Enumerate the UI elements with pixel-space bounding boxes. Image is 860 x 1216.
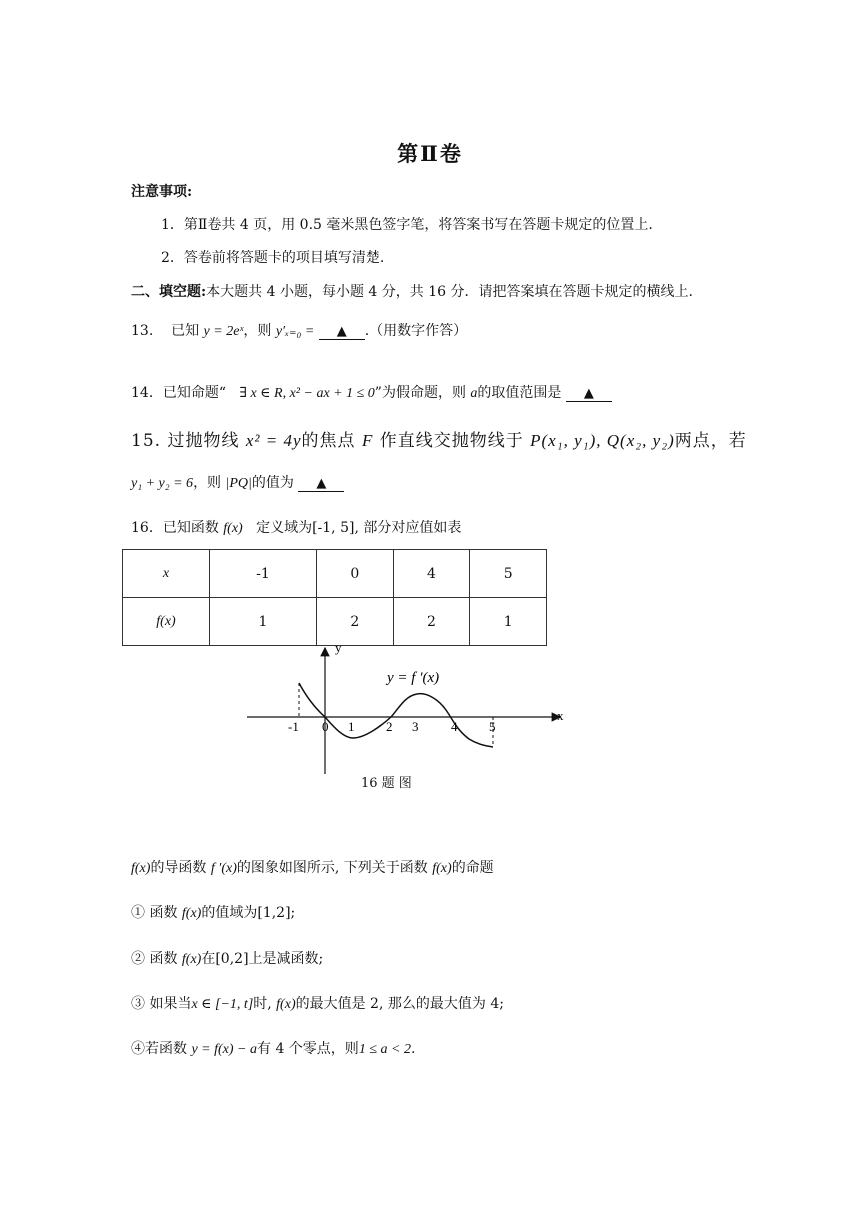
table-row bbox=[123, 598, 547, 646]
question-16 bbox=[131, 517, 461, 537]
q14-formula: ∃ x ∈ R, x² − ax + 1 ≤ 0 bbox=[239, 386, 375, 401]
x-tick-label: 0 bbox=[322, 719, 329, 734]
q14-answer-blank: ▲ bbox=[566, 387, 612, 402]
q13-formula-2: y′ₓ₌₀ = bbox=[275, 324, 315, 339]
prop-formula: x ∈ [−1, t] bbox=[191, 997, 254, 1012]
question-14 bbox=[131, 382, 612, 402]
q15-formula-2: F bbox=[361, 431, 374, 450]
proposition-3 bbox=[131, 993, 504, 1013]
prop-text: ① 函数 bbox=[131, 905, 178, 921]
q15-formula-5: |PQ| bbox=[225, 476, 252, 491]
x-tick-labels bbox=[288, 719, 496, 734]
table-cell: 4 bbox=[393, 550, 470, 598]
desc-formula-3: f(x) bbox=[432, 861, 452, 876]
value-table bbox=[122, 549, 547, 646]
prop-text: 在[0,2]上是减函数; bbox=[201, 951, 324, 967]
prop-text: . bbox=[410, 1041, 416, 1057]
table-cell: -1 bbox=[210, 550, 317, 598]
prop-text: 的值域为[1,2]; bbox=[201, 905, 296, 921]
q15-text-f: 的值为 bbox=[251, 475, 294, 491]
curve-label: y = f ′(x) bbox=[387, 670, 440, 686]
prop-text: 的最大值是 2, 那么的最大值为 4; bbox=[295, 996, 504, 1012]
question-15-line-1 bbox=[131, 426, 747, 451]
desc-text-a: 的导函数 bbox=[150, 860, 207, 876]
table-cell: 0 bbox=[317, 550, 394, 598]
q16-text-b: 定义域为[-1, 5], 部分对应值如表 bbox=[256, 520, 462, 536]
notice-item-2: 2．答卷前将答题卡的项目填写清楚. bbox=[161, 250, 385, 266]
desc-text-b: 的图象如图所示, 下列关于函数 bbox=[236, 860, 428, 876]
q13-number: 13. bbox=[131, 323, 154, 339]
q13-formula: y = 2eˣ bbox=[203, 324, 244, 339]
q15-text-e: ，则 bbox=[193, 475, 222, 491]
prop-formula: f(x) bbox=[181, 952, 202, 967]
q15-formula-4: y₁ + y₂ = 6 bbox=[131, 476, 194, 491]
desc-text-c: 的命题 bbox=[451, 860, 494, 876]
x-tick-label: 1 bbox=[348, 719, 355, 734]
table-cell: 2 bbox=[393, 598, 470, 646]
notice-item-1: 1．第Ⅱ卷共 4 页，用 0.5 毫米黑色签字笔，将答案书写在答题卡规定的位置上. bbox=[161, 217, 653, 233]
q14-text-c: 的取值范围是 bbox=[477, 385, 562, 401]
x-tick-label: 5 bbox=[489, 719, 496, 734]
q15-text-b: 的焦点 bbox=[301, 431, 356, 451]
section-2-text: 本大题共 4 小题，每小题 4 分，共 16 分．请把答案填在答题卡规定的横线上. bbox=[206, 284, 693, 300]
q14-text-b: ”为假命题，则 bbox=[374, 385, 466, 401]
prop-text: 时, bbox=[253, 996, 272, 1012]
question-15-line-2 bbox=[131, 472, 344, 492]
q16-text-a: 已知函数 bbox=[162, 520, 219, 536]
x-tick-label: 3 bbox=[412, 719, 419, 734]
prop-text: 有 4 个零点，则 bbox=[257, 1041, 359, 1057]
q13-text-c: .（用数字作答） bbox=[364, 323, 468, 339]
q15-formula-3: P(x₁, y₁), Q(x₂, y₂) bbox=[530, 431, 675, 450]
q16-number: 16． bbox=[131, 520, 163, 536]
section-2-heading: 二、填空题: bbox=[131, 284, 207, 300]
q14-number: 14． bbox=[131, 385, 163, 401]
table-cell: 1 bbox=[210, 598, 317, 646]
desc-formula-1: f(x) bbox=[131, 861, 151, 876]
y-axis-label: y bbox=[335, 640, 342, 655]
derivative-graph bbox=[235, 640, 575, 780]
prop-formula: y = f(x) − a bbox=[191, 1042, 257, 1057]
q13-text-a: 已知 bbox=[171, 323, 200, 339]
table-cell: 5 bbox=[470, 550, 547, 598]
q13-text-b: ，则 bbox=[243, 323, 272, 339]
q15-number: 15. bbox=[131, 431, 162, 451]
x-axis-label: x bbox=[557, 708, 564, 723]
q15-text-d: 两点，若 bbox=[674, 431, 747, 451]
q13-answer-blank: ▲ bbox=[319, 325, 365, 340]
desc-formula-2: f ′(x) bbox=[210, 861, 237, 876]
table-cell: 1 bbox=[470, 598, 547, 646]
prop-text: ② 函数 bbox=[131, 951, 178, 967]
x-tick-label: -1 bbox=[288, 719, 299, 734]
x-tick-label: 2 bbox=[386, 719, 393, 734]
prop-text: ③ 如果当 bbox=[131, 996, 192, 1012]
table-row bbox=[123, 550, 547, 598]
section-2-intro bbox=[131, 281, 693, 301]
table-header-fx: f(x) bbox=[123, 598, 210, 646]
table-header-x: x bbox=[123, 550, 210, 598]
q16-formula: f(x) bbox=[223, 521, 243, 536]
figure-caption: 16 题 图 bbox=[361, 776, 412, 791]
q15-formula-1: x² = 4y bbox=[245, 431, 302, 450]
page-title: 第Ⅱ卷 bbox=[397, 141, 463, 166]
derivative-curve bbox=[299, 683, 493, 747]
x-tick-label: 4 bbox=[451, 719, 458, 734]
prop-formula: f(x) bbox=[181, 906, 202, 921]
q15-answer-blank: ▲ bbox=[298, 477, 344, 492]
prop-formula: 1 ≤ a < 2 bbox=[358, 1042, 411, 1057]
q15-text-a: 过抛物线 bbox=[167, 431, 240, 451]
prop-formula: f(x) bbox=[276, 997, 296, 1012]
proposition-2 bbox=[131, 948, 323, 968]
prop-text: ④若函数 bbox=[131, 1041, 187, 1057]
q15-text-c: 作直线交抛物线于 bbox=[379, 431, 524, 451]
table-cell: 2 bbox=[317, 598, 394, 646]
q16-description bbox=[131, 857, 494, 877]
proposition-4 bbox=[131, 1038, 415, 1058]
q14-formula-2: a bbox=[470, 386, 478, 401]
proposition-1 bbox=[131, 902, 295, 922]
notice-heading: 注意事项: bbox=[131, 184, 193, 200]
q14-text-a: 已知命题“ bbox=[162, 385, 226, 401]
question-13 bbox=[131, 320, 467, 340]
